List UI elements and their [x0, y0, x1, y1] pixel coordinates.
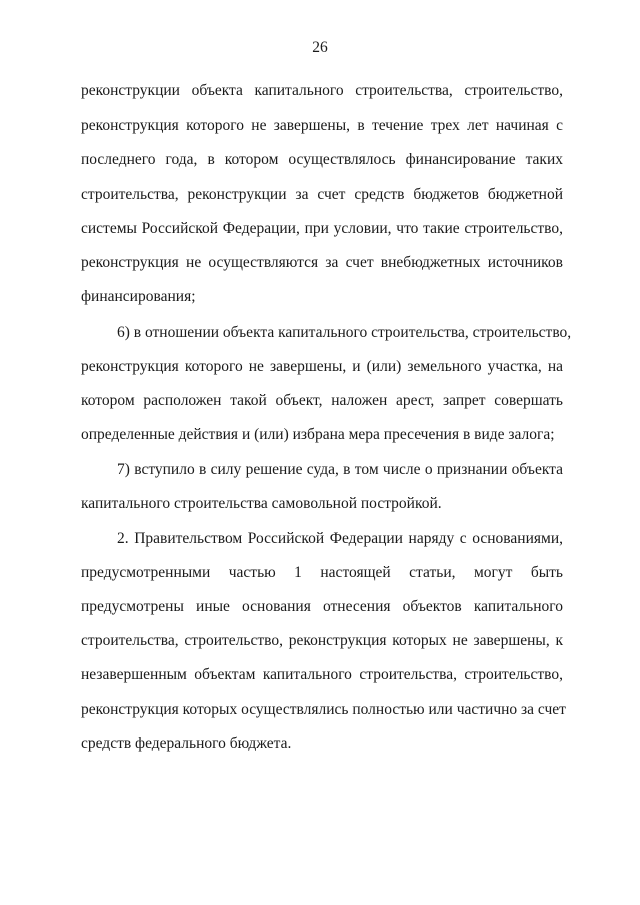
text-line: капитального строительства самовольной постройкой. [81, 495, 442, 512]
text-line: 6) в отношении объекта капитального строительства, строительство, [117, 324, 572, 341]
text-line: системы Российской Федерации, при условии, что такие строительство, [81, 220, 563, 237]
text-line: определенные действия и (или) избрана мера пресечения в виде залога; [81, 426, 555, 443]
text-line: финансирования; [81, 288, 196, 305]
text-line: предусмотренными частью 1 настоящей статьи, могут быть [81, 564, 563, 581]
text-line: предусмотрены иные основания отнесения объектов капитального [81, 598, 563, 615]
text-line: реконструкция не осуществляются за счет внебюджетных источников [81, 254, 563, 271]
text-line: 7) вступило в силу решение суда, в том числе о признании объекта [117, 461, 563, 478]
text-line: 2. Правительством Российской Федерации наряду с основаниями, [117, 530, 563, 547]
text-line: строительства, строительство, реконструкция которых не завершены, к [81, 632, 563, 649]
text-line: средств федерального бюджета. [81, 735, 292, 752]
text-line: реконструкция которого не завершены, в течение трех лет начиная с [81, 117, 563, 134]
text-line: последнего года, в котором осуществлялось финансирование таких [81, 151, 563, 168]
text-line: реконструкции объекта капитального строительства, строительство, [81, 82, 563, 99]
page-number: 26 [312, 39, 328, 56]
text-line: строительства, реконструкции за счет средств бюджетов бюджетной [81, 186, 563, 203]
text-line: незавершенным объектам капитального строительства, строительство, [81, 666, 563, 683]
text-line: реконструкция которых осуществлялись полностью или частично за счет [81, 701, 566, 718]
text-line: реконструкция которого не завершены, и (или) земельного участка, на [81, 358, 563, 375]
text-line: котором расположен такой объект, наложен арест, запрет совершать [81, 392, 563, 409]
